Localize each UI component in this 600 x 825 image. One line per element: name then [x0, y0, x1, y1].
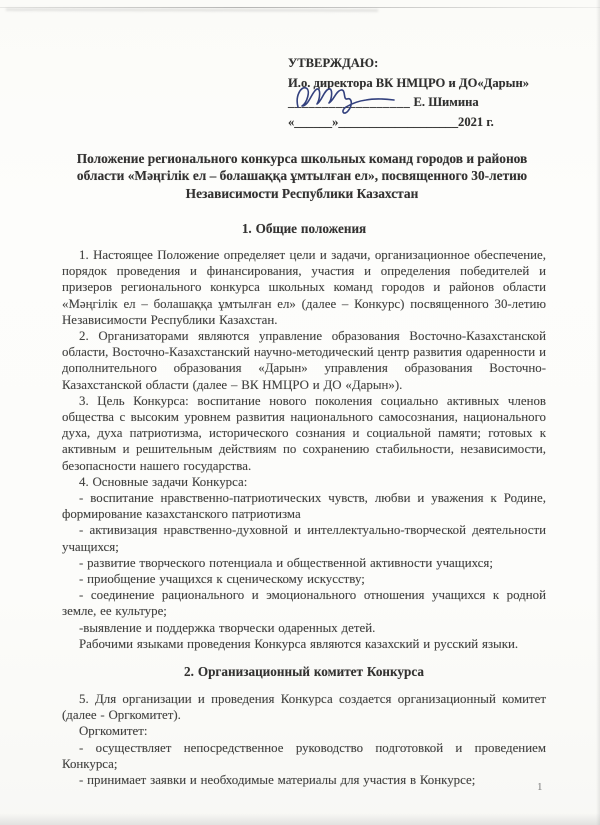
signature-row	[288, 93, 566, 113]
orgcommittee-item: - принимает заявки и необходимые материалы для участия в Конкурсе;	[79, 773, 476, 788]
signatory-name: Е. Шимина	[413, 95, 479, 109]
signature-underline: __________________	[288, 95, 411, 109]
scan-artifact-top-smudge	[6, 9, 378, 12]
paragraph-5: 5. Для организации и проведения Конкурса создается организационный комитет (далее - Оргкомитет).	[62, 692, 546, 723]
document-body	[62, 220, 546, 788]
task-item: - приобщение учащихся к сценическому искусству;	[79, 572, 365, 587]
paragraph-4-intro: 4. Основные задачи Конкурса:	[79, 474, 248, 489]
paragraph-3: 3. Цель Конкурса: воспитание нового поколения социально активных членов общества с высоким уровнем развития национального самосознания, национального духа, духа патриотизма, исторического сознания и социальной памяти; готовых к активным и решительным действиям по сохранению стабильности, независимости, безопасности нашего государства.	[62, 393, 546, 473]
task-item: - соединение рационального и эмоционального отношения учащихся к родной земле, ее культуре;	[62, 588, 546, 619]
page-number: 1	[537, 781, 543, 793]
approval-position: И.о. директора ВК НМЦРО и ДО«Дарын»	[288, 75, 530, 90]
paragraph-orgcommittee: Оргкомитет:	[79, 724, 148, 739]
scan-artifact-right-shadow	[596, 0, 600, 825]
approval-heading: УТВЕРЖДАЮ:	[288, 56, 379, 70]
scan-artifact-bottom-shadow	[0, 813, 600, 825]
task-item: - активизация нравственно-духовной и интеллектуально-творческой деятельности учащихся;	[62, 523, 546, 554]
paragraph-1: 1. Настоящее Положение определяет цели и задачи, организационное обеспечение, порядок проведения и финансирования, участия и определения победителей и призеров регионального конкурса школьных команд городов и районов области «Мәңгілік ел – болашаққа ұмтылған ел» (далее – Конкурс) посвященного 30-летию Независимости Республики Казахстан.	[62, 248, 546, 327]
task-item: -выявление и поддержка творчески одаренных детей.	[79, 620, 376, 635]
paragraph-2: 2. Организаторами являются управление образования Восточно-Казахстанской области, Восточно-Казахстанский научно-методический центр развития одаренности и дополнительного образования «Дарын» управления образования Восточно-Казахстанской области (далее – ВК НМЦРО и ДО «Дарын»).	[62, 329, 546, 392]
approval-block	[288, 54, 566, 132]
approval-date-line: «______»___________________2021 г.	[288, 114, 494, 129]
section-2-heading: 2. Организационный комитет Конкурса	[184, 664, 424, 680]
paragraph-languages: Рабочими языками проведения Конкурса являются казахский и русский языки.	[79, 636, 519, 651]
task-item: - воспитание нравственно-патриотических чувств, любви и уважения к Родине, формирование казахстанского патриотизма	[62, 491, 546, 522]
orgcommittee-item: - осуществляет непосредственное руководство подготовкой и проведением Конкурса;	[62, 740, 546, 771]
section-1-heading: 1. Общие положения	[241, 221, 367, 236]
document-title: Положение регионального конкурса школьных команд городов и районов области «Мәңгілік ел – болашаққа ұмтылған ел», посвященного 30-летию Независимости Республики Казахстан	[76, 151, 528, 201]
task-item: - развитие творческого потенциала и общественной активности учащихся;	[79, 555, 493, 570]
